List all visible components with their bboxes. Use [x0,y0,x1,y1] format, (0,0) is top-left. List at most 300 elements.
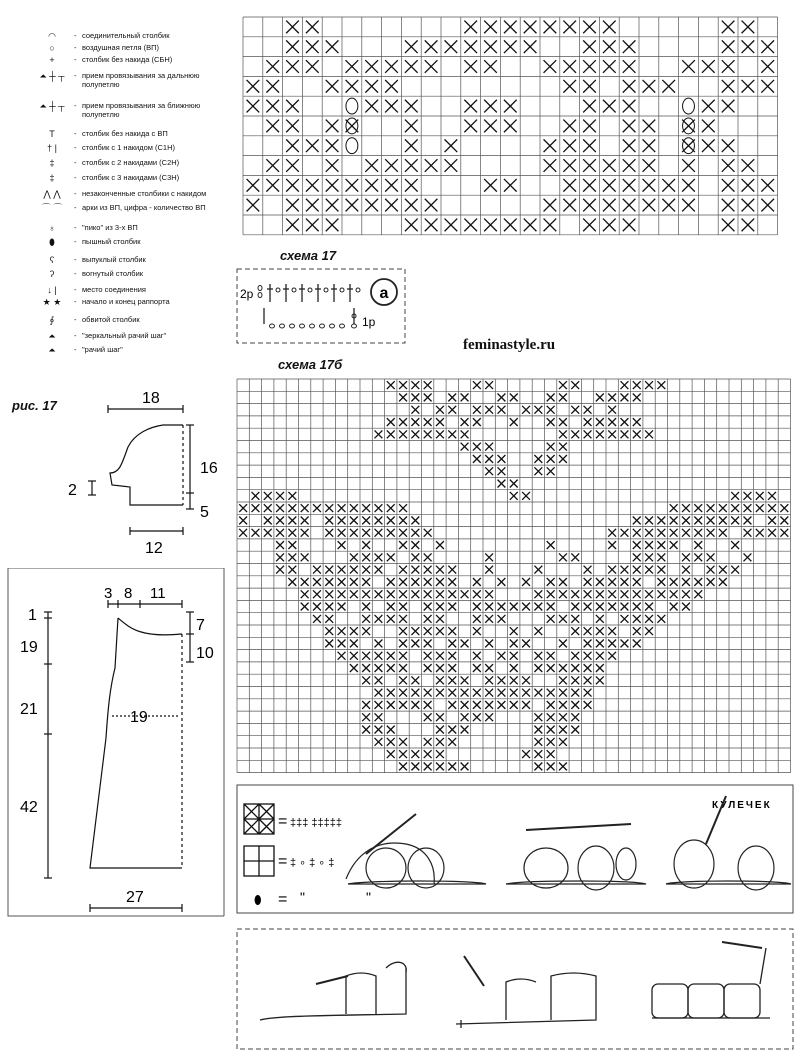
cross-stitch-mark [623,120,636,133]
cross-stitch-mark [326,179,339,192]
cross-stitch-mark [498,578,506,586]
cross-stitch-mark [448,689,456,697]
cross-stitch-mark [306,179,319,192]
cross-stitch-mark [375,676,383,684]
cross-stitch-mark [473,701,481,709]
cross-stitch-mark [603,40,616,53]
cross-stitch-mark [436,750,444,758]
cross-stitch-mark [325,603,333,611]
cross-stitch-mark [436,603,444,611]
cross-stitch-mark [744,529,752,537]
kulechek-panel [236,784,796,916]
cross-stitch-mark [547,541,555,549]
cross-stitch-mark [621,381,629,389]
kulechek-title: КУЛЕЧЕК [712,800,772,811]
cross-stitch-mark [448,406,456,414]
cross-stitch-mark [583,80,596,93]
cross-stitch-mark [252,504,260,512]
cross-stitch-mark [399,701,407,709]
cross-stitch-mark [362,726,370,734]
cross-stitch-mark [571,689,579,697]
cross-stitch-mark [338,517,346,525]
cross-stitch-mark [375,590,383,598]
cross-stitch-mark [411,640,419,648]
cross-stitch-mark [266,100,279,113]
legend-dash: - [74,315,77,324]
cross-stitch-mark [707,529,715,537]
cross-stitch-mark [385,179,398,192]
cross-stitch-mark [411,627,419,635]
repeat-marker-icon: ★ ★ [42,297,62,307]
cross-stitch-mark [424,566,432,574]
cross-stitch-mark [768,492,776,500]
cross-stitch-mark [761,40,774,53]
sleeve-dim-right-upper: 16 [200,460,218,477]
cross-stitch-mark [473,615,481,623]
cross-stitch-mark [584,627,592,635]
cross-stitch-mark [411,590,419,598]
cross-stitch-mark [338,652,346,660]
cross-stitch-mark [436,430,444,438]
cross-stitch-mark [547,590,555,598]
cross-stitch-mark [399,640,407,648]
cross-stitch-mark [633,627,641,635]
legend-text: "рачий шаг" [82,345,123,354]
cross-stitch-mark [473,689,481,697]
cross-stitch-mark [473,664,481,672]
cross-stitch-mark [350,529,358,537]
cross-stitch-mark [338,504,346,512]
cross-stitch-mark [448,603,456,611]
cross-stitch-mark [387,664,395,672]
cross-stitch-mark [534,763,542,771]
cross-stitch-mark [510,652,518,660]
cross-stitch-mark [362,701,370,709]
cross-stitch-mark [583,199,596,212]
cross-stitch-mark [571,406,579,414]
cross-stitch-mark [445,159,458,172]
cross-stitch-mark [780,529,788,537]
cross-stitch-mark [436,406,444,414]
cross-stitch-mark [645,381,653,389]
cross-stitch-mark [547,615,555,623]
cross-stitch-mark [313,603,321,611]
body-dim-top-1: 3 [104,585,113,602]
cross-stitch-mark [559,726,567,734]
cross-stitch-mark [375,713,383,721]
cross-stitch-mark [731,504,739,512]
cross-stitch-mark [534,590,542,598]
cross-stitch-mark [473,627,481,635]
wrapped-stitch-icon: ∮ [49,315,55,325]
cross-stitch-mark [301,578,309,586]
cross-stitch-mark [571,664,579,672]
cross-stitch-mark [485,553,493,561]
cross-stitch-mark [411,676,419,684]
cross-stitch-mark [399,517,407,525]
cross-stitch-mark [405,159,418,172]
cross-stitch-mark [424,381,432,389]
cross-stitch-mark [411,529,419,537]
scheme-17-label: схема 17 [280,248,337,263]
cross-stitch-mark [387,615,395,623]
kulechek-eq2: = [278,853,288,870]
cross-stitch-mark [498,455,506,463]
cross-stitch-mark [306,40,319,53]
cross-stitch-mark [670,529,678,537]
cross-stitch-mark [411,406,419,414]
cross-stitch-mark [387,381,395,389]
cross-stitch-mark [313,578,321,586]
legend-dash: - [74,71,77,80]
cross-stitch-mark [461,676,469,684]
cross-stitch-mark [623,179,636,192]
cross-stitch-mark [325,529,333,537]
cross-stitch-mark [436,664,444,672]
cross-stitch-mark [399,738,407,746]
cross-stitch-mark [239,529,247,537]
cross-stitch-mark [326,139,339,152]
cross-stitch-mark [559,615,567,623]
cross-stitch-mark [608,640,616,648]
cross-stitch-mark [657,529,665,537]
cross-stitch-mark [485,689,493,697]
cross-stitch-mark [584,652,592,660]
cross-stitch-mark [522,689,530,697]
cross-stitch-mark [313,566,321,574]
scheme-17b-label: схема 17б [278,357,343,372]
cross-stitch-mark [484,21,497,34]
cross-stitch-mark [621,566,629,574]
cross-stitch-mark [387,689,395,697]
scheme-17-grid [242,16,782,244]
cross-stitch-mark [362,652,370,660]
cross-stitch-mark [534,566,542,574]
cross-stitch-mark [522,640,530,648]
cross-stitch-mark [464,40,477,53]
front-loop-icon: ⏶ ┼ ┬ [39,101,65,111]
cross-stitch-mark [461,418,469,426]
cross-stitch-mark [657,541,665,549]
cross-stitch-mark [362,504,370,512]
cross-stitch-mark [559,578,567,586]
cross-stitch-mark [608,529,616,537]
cross-stitch-mark [761,80,774,93]
sleeve-dim-left: 2 [68,482,77,499]
cross-stitch-mark [559,701,567,709]
cross-stitch-mark [485,676,493,684]
cross-stitch-mark [424,652,432,660]
cross-stitch-mark [645,590,653,598]
kulechek-stitch-row2-icon: ‡ ∘ ‡ ∘ ‡ [290,857,335,869]
cross-stitch-mark [399,529,407,537]
single-crochet-icon: + [49,55,55,65]
legend-text: прием провязывания за ближнюю полупетлю [82,101,201,119]
cross-stitch-mark [768,529,776,537]
cross-stitch-mark [306,21,319,34]
cross-stitch-mark [424,701,432,709]
cross-stitch-mark [448,676,456,684]
cross-stitch-mark [621,578,629,586]
cross-stitch-mark [563,179,576,192]
cross-stitch-mark [744,553,752,561]
kulechek-cell-x-icon [244,804,274,834]
cross-stitch-mark [670,578,678,586]
cross-stitch-mark [694,517,702,525]
cross-stitch-mark [461,430,469,438]
cross-stitch-mark [399,763,407,771]
cross-stitch-mark [534,726,542,734]
cross-stitch-mark [461,726,469,734]
cross-stitch-mark [448,664,456,672]
legend-text: столбик с 3 накидами (С3Н) [82,173,180,182]
cross-stitch-mark [571,381,579,389]
cross-stitch-mark [338,627,346,635]
cross-stitch-mark [596,615,604,623]
cross-stitch-mark [473,406,481,414]
cross-stitch-mark [510,664,518,672]
cross-stitch-mark [559,553,567,561]
cross-stitch-mark [682,159,695,172]
cross-stitch-mark [645,430,653,438]
cross-stitch-mark [424,713,432,721]
cross-stitch-mark [547,652,555,660]
cross-stitch-mark [571,603,579,611]
cross-stitch-mark [694,590,702,598]
legend-dash: - [74,345,77,354]
cross-stitch-mark [633,418,641,426]
cross-stitch-mark [623,199,636,212]
cross-stitch-mark [744,504,752,512]
cross-stitch-mark [313,615,321,623]
cross-stitch-mark [559,443,567,451]
cross-stitch-mark [559,763,567,771]
cross-stitch-mark [473,381,481,389]
cross-stitch-mark [326,80,339,93]
kulechek-puff-icon: ⬮ [254,893,262,907]
fig-17-label: рис. 17 [12,398,57,413]
body-dim-top-2: 8 [124,585,133,602]
cross-stitch-mark [266,80,279,93]
cross-stitch-mark [362,713,370,721]
cross-stitch-mark [719,517,727,525]
cross-stitch-mark [524,21,537,34]
cross-stitch-mark [510,627,518,635]
cross-stitch-mark [313,504,321,512]
cross-stitch-mark [375,529,383,537]
cross-stitch-mark [424,418,432,426]
cross-stitch-mark [498,615,506,623]
legend-text: арки из ВП, цифра - количество ВП [82,203,206,212]
cross-stitch-mark [559,590,567,598]
cross-stitch-mark [485,603,493,611]
cross-stitch-mark [744,517,752,525]
cross-stitch-mark [643,80,656,93]
cross-stitch-mark [445,40,458,53]
cross-stitch-mark [571,652,579,660]
cross-stitch-mark [445,139,458,152]
cross-stitch-mark [633,381,641,389]
cross-stitch-mark [544,219,557,232]
cross-stitch-mark [399,750,407,758]
cross-stitch-mark [325,566,333,574]
cross-stitch-mark [288,578,296,586]
cross-stitch-mark [571,701,579,709]
cross-stitch-mark [510,492,518,500]
cross-stitch-mark [722,21,735,34]
cross-stitch-mark [375,640,383,648]
cross-stitch-mark [608,578,616,586]
cross-stitch-mark [286,219,299,232]
cross-stitch-mark [498,701,506,709]
cross-stitch-mark [338,529,346,537]
cross-stitch-mark [301,517,309,525]
cross-stitch-mark [707,566,715,574]
cross-stitch-mark [742,199,755,212]
cross-stitch-mark [742,219,755,232]
cross-stitch-mark [534,455,542,463]
cross-stitch-mark [288,541,296,549]
cross-stitch-mark [436,689,444,697]
sleeve-pattern [0,385,235,560]
cross-stitch-mark [563,139,576,152]
cross-stitch-mark [362,615,370,623]
cross-stitch-mark [670,603,678,611]
cross-stitch-mark [445,219,458,232]
cross-stitch-mark [670,517,678,525]
cross-stitch-mark [559,394,567,402]
body-dim-top-3: 11 [150,585,166,602]
cross-stitch-mark [399,430,407,438]
cross-stitch-mark [375,664,383,672]
cross-stitch-mark [534,664,542,672]
cross-stitch-mark [504,120,517,133]
cross-stitch-mark [436,418,444,426]
cross-stitch-mark [547,713,555,721]
cross-stitch-mark [547,418,555,426]
cross-stitch-mark [623,100,636,113]
cross-stitch-mark [326,40,339,53]
cross-stitch-mark [485,406,493,414]
cross-stitch-mark [522,750,530,758]
cross-stitch-mark [350,504,358,512]
cross-stitch-mark [326,159,339,172]
cross-stitch-mark [682,199,695,212]
cross-stitch-mark [385,100,398,113]
cross-stitch-mark [702,100,715,113]
cross-stitch-mark [722,219,735,232]
cross-stitch-mark [702,139,715,152]
cross-stitch-mark [399,664,407,672]
cross-stitch-mark [657,578,665,586]
cross-stitch-mark [633,517,641,525]
cross-stitch-mark [596,430,604,438]
cross-stitch-mark [375,615,383,623]
cross-stitch-mark [362,676,370,684]
cross-stitch-mark [485,615,493,623]
cross-stitch-mark [583,60,596,73]
legend-text: столбик без накида с ВП [82,129,168,138]
cross-stitch-mark [780,504,788,512]
cross-stitch-mark [362,529,370,537]
cross-stitch-mark [510,689,518,697]
cross-stitch-mark [436,676,444,684]
cross-stitch-mark [524,219,537,232]
legend-dash: - [74,173,77,182]
cross-stitch-mark [608,418,616,426]
cross-stitch-mark [645,541,653,549]
cross-stitch-mark [702,120,715,133]
cross-stitch-mark [301,590,309,598]
cross-stitch-mark [301,504,309,512]
cross-stitch-mark [645,566,653,574]
cross-stitch-mark [682,553,690,561]
legend-dash: - [74,297,77,306]
cross-stitch-mark [603,100,616,113]
cross-stitch-mark [707,553,715,561]
body-pattern [0,568,236,918]
grid-lines [237,379,791,773]
cross-stitch-mark [621,603,629,611]
cross-stitch-mark [633,541,641,549]
cross-stitch-mark [405,219,418,232]
cross-stitch-mark [584,430,592,438]
kulechek-stitch-row1-icon: ‡‡‡ ‡‡‡‡‡ [290,817,342,829]
cross-stitch-mark [405,139,418,152]
cross-stitch-mark [510,418,518,426]
cross-stitch-mark [286,199,299,212]
cross-stitch-mark [461,713,469,721]
cross-stitch-mark [484,100,497,113]
cross-stitch-mark [498,406,506,414]
cross-stitch-mark [375,652,383,660]
cross-stitch-mark [504,219,517,232]
cross-stitch-mark [461,763,469,771]
cross-stitch-mark [325,627,333,635]
legend-dash: - [74,189,77,198]
body-dim-left-3: 21 [20,701,38,718]
cross-stitch-mark [436,713,444,721]
cross-stitch-mark [399,541,407,549]
cross-stitch-mark [608,652,616,660]
cross-stitch-mark [633,578,641,586]
cross-stitch-mark [399,652,407,660]
cross-stitch-mark [411,418,419,426]
cross-stitch-mark [473,603,481,611]
cross-stitch-mark [387,726,395,734]
cross-stitch-mark [365,100,378,113]
cross-stitch-mark [608,566,616,574]
cross-stitch-mark [522,701,530,709]
cross-stitch-mark [596,578,604,586]
legend-text: соединительный столбик [82,31,170,40]
cross-stitch-mark [643,199,656,212]
legend-dash: - [74,101,77,110]
cross-stitch-mark [399,627,407,635]
cross-stitch-mark [362,566,370,574]
cross-stitch-mark [387,529,395,537]
cross-stitch-mark [485,640,493,648]
cross-stitch-mark [286,159,299,172]
cross-stitch-mark [350,590,358,598]
legend-text: вогнутый столбик [82,269,144,278]
cross-stitch-mark [436,652,444,660]
cross-stitch-mark [338,541,346,549]
cross-stitch-mark [425,219,438,232]
legend-dash: - [74,269,77,278]
cross-stitch-mark [286,21,299,34]
cross-stitch-mark [722,60,735,73]
